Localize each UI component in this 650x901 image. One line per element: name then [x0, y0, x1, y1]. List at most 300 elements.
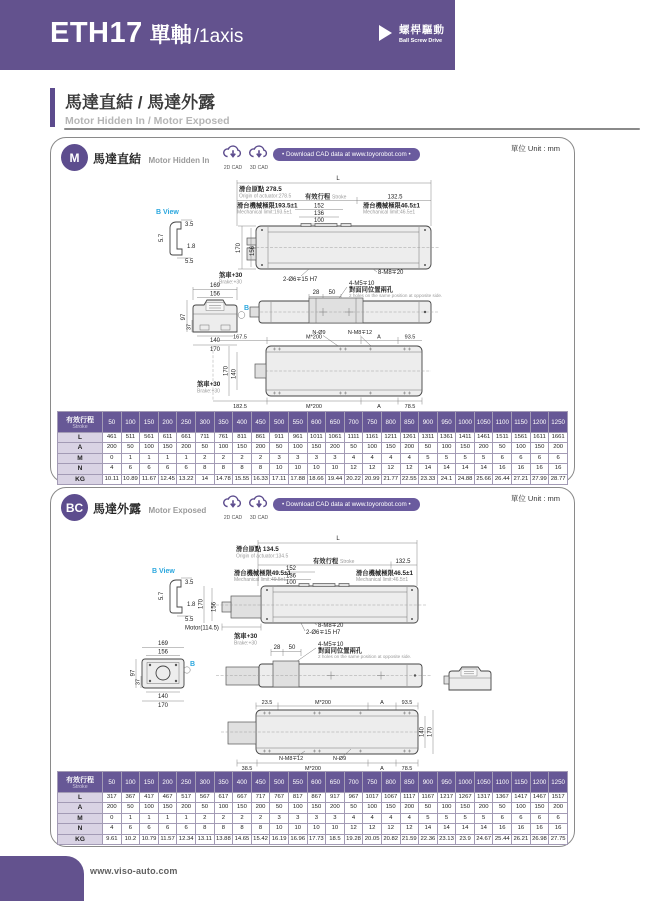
- stroke-col-header: 100: [121, 772, 140, 793]
- dim-label: Stroke: [332, 194, 347, 201]
- dim-label: 182.5: [233, 404, 247, 410]
- table-row: [58, 834, 568, 844]
- table-cell: 1461: [474, 433, 493, 443]
- top-view: [216, 642, 431, 687]
- dim-label: 28: [273, 645, 281, 651]
- stroke-col-header: 800: [381, 412, 400, 433]
- stroke-col-header: 200: [158, 412, 177, 433]
- table-cell: 6: [177, 464, 196, 474]
- stroke-col-header: 750: [363, 412, 382, 433]
- table-cell: 3: [288, 813, 307, 823]
- table-cell: 23.9: [456, 834, 475, 844]
- dim-label: 136: [313, 211, 325, 217]
- table-cell: 8: [195, 824, 214, 834]
- dim-label: 156: [157, 649, 169, 656]
- cad-2d-label: 2D CAD: [223, 515, 243, 521]
- stroke-col-header: 1000: [456, 772, 475, 793]
- table-cell: 26.98: [530, 834, 549, 844]
- stroke-col-header: 700: [344, 772, 363, 793]
- table-cell: 10: [288, 464, 307, 474]
- table-row: [58, 824, 568, 834]
- table-cell: 50: [419, 803, 438, 813]
- table-cell: 511: [121, 433, 140, 443]
- stroke-col-header: 1250: [549, 772, 568, 793]
- table-cell: 1467: [530, 793, 549, 803]
- dim-label: 170: [209, 347, 221, 353]
- table-cell: 1217: [437, 793, 456, 803]
- drive-type-badge: [379, 22, 445, 44]
- b-view-detail: [152, 568, 196, 623]
- row-label: L: [58, 793, 103, 803]
- table-cell: 50: [270, 803, 289, 813]
- table-cell: 16: [549, 824, 568, 834]
- table-cell: 667: [233, 793, 252, 803]
- model-name: ETH17: [50, 17, 143, 49]
- table-cell: 2: [195, 813, 214, 823]
- card-motor-exposed: [50, 487, 575, 847]
- dim-label: 140: [157, 694, 169, 700]
- spec-table-wrap: [57, 411, 568, 485]
- table-cell: 1267: [456, 793, 475, 803]
- table-cell: 50: [419, 443, 438, 453]
- axis-label-zh: 單軸: [149, 24, 192, 47]
- table-cell: 16: [530, 464, 549, 474]
- table-cell: 10: [270, 824, 289, 834]
- dim-label: 5.7: [159, 591, 165, 601]
- table-cell: 1117: [400, 793, 419, 803]
- table-row: [58, 813, 568, 823]
- table-cell: 1: [158, 813, 177, 823]
- unit-label: 單位 Unit : mm: [510, 144, 560, 153]
- technical-drawing-hidden-in: [51, 174, 574, 410]
- dim-label: 136: [285, 573, 297, 580]
- table-cell: 1161: [363, 433, 382, 443]
- table-cell: 27.99: [530, 474, 549, 484]
- dim-label: 1.8: [187, 602, 196, 608]
- table-cell: 611: [158, 433, 177, 443]
- table-cell: 23.13: [437, 834, 456, 844]
- table-cell: 18.66: [307, 474, 326, 484]
- dim-label: 156: [211, 601, 218, 613]
- dim-label: A: [377, 334, 381, 341]
- row-label: N: [58, 824, 103, 834]
- heading-subtitle: Motor Hidden In / Motor Exposed: [65, 115, 230, 127]
- dim-label: 3.5: [185, 580, 194, 586]
- dim-label: 100: [313, 218, 325, 224]
- stroke-spec-table: [57, 411, 568, 485]
- stroke-col-header: 550: [288, 412, 307, 433]
- table-cell: 1367: [493, 793, 512, 803]
- dim-label: 169: [209, 283, 221, 289]
- table-cell: 150: [307, 443, 326, 453]
- table-cell: 16: [493, 464, 512, 474]
- stroke-col-header: 950: [437, 772, 456, 793]
- table-cell: 1011: [307, 433, 326, 443]
- dim-label: 140: [419, 726, 426, 738]
- table-cell: 6: [121, 464, 140, 474]
- table-cell: 9.61: [103, 834, 122, 844]
- dim-label: 93.5: [404, 334, 416, 341]
- table-cell: 6: [512, 453, 531, 463]
- table-cell: 14.78: [214, 474, 233, 484]
- table-cell: 13.88: [214, 834, 233, 844]
- table-cell: 21.77: [381, 474, 400, 484]
- table-cell: 22.36: [419, 834, 438, 844]
- download-cad-button[interactable]: • Download CAD data at www.toyorobot.com •: [273, 148, 420, 161]
- table-cell: 14: [419, 464, 438, 474]
- stroke-col-header: 1050: [474, 772, 493, 793]
- hole-callout-zh: 對面同位置兩孔: [349, 286, 394, 294]
- table-cell: 861: [251, 433, 270, 443]
- table-cell: 5: [437, 813, 456, 823]
- table-cell: 150: [530, 443, 549, 453]
- table-cell: 1661: [549, 433, 568, 443]
- technical-drawing-exposed: [51, 518, 574, 771]
- table-cell: 150: [233, 443, 252, 453]
- stroke-col-header: 1200: [530, 412, 549, 433]
- table-cell: 5: [456, 813, 475, 823]
- table-cell: 1211: [381, 433, 400, 443]
- side-view: [219, 224, 439, 286]
- brake-note-zh: 煞車+30: [219, 272, 243, 279]
- stroke-col-header: 600: [307, 412, 326, 433]
- table-row: [58, 443, 568, 453]
- table-cell: 1261: [400, 433, 419, 443]
- table-cell: 200: [474, 803, 493, 813]
- table-cell: 20.99: [363, 474, 382, 484]
- table-cell: 417: [140, 793, 159, 803]
- table-cell: 12: [344, 464, 363, 474]
- table-cell: 150: [530, 803, 549, 813]
- table-cell: 6: [530, 813, 549, 823]
- table-cell: 10.2: [121, 834, 140, 844]
- table-cell: 200: [326, 443, 345, 453]
- table-cell: 15.55: [233, 474, 252, 484]
- cloud-download-icon: [246, 143, 272, 161]
- table-cell: 1517: [549, 793, 568, 803]
- download-3d-cad[interactable]: [245, 493, 273, 521]
- stroke-col-header: 1150: [512, 772, 531, 793]
- table-cell: 1: [177, 813, 196, 823]
- table-cell: 13.11: [195, 834, 214, 844]
- table-cell: 5: [474, 453, 493, 463]
- page-title: [50, 17, 243, 50]
- table-cell: 100: [363, 443, 382, 453]
- download-cad-button[interactable]: • Download CAD data at www.toyorobot.com •: [273, 498, 420, 511]
- table-cell: 23.33: [419, 474, 438, 484]
- section-name-en: Motor Exposed: [148, 506, 207, 515]
- table-cell: 12: [363, 824, 382, 834]
- hole-callout: N-Ø9: [333, 756, 347, 762]
- table-cell: 14: [474, 824, 493, 834]
- table-cell: 4: [344, 813, 363, 823]
- dim-label: Mechanical limit:193.5±1: [237, 209, 292, 216]
- table-cell: 16.33: [251, 474, 270, 484]
- table-cell: 3: [270, 813, 289, 823]
- table-cell: 27.75: [549, 834, 568, 844]
- stroke-col-header: 300: [195, 772, 214, 793]
- dim-label: 滑台機械極限46.5±1: [363, 202, 420, 210]
- stroke-col-header: 450: [251, 412, 270, 433]
- top-view: [250, 281, 442, 323]
- table-cell: 50: [493, 803, 512, 813]
- dim-label: 滑台機械極限193.5±1: [237, 202, 298, 210]
- table-cell: 100: [437, 443, 456, 453]
- table-cell: 6: [140, 824, 159, 834]
- table-cell: 6: [158, 464, 177, 474]
- section-name: [93, 500, 206, 518]
- table-cell: 5: [474, 813, 493, 823]
- table-cell: 10.79: [140, 834, 159, 844]
- footer-brand-block: [0, 856, 84, 901]
- table-cell: 14: [456, 824, 475, 834]
- table-cell: 961: [288, 433, 307, 443]
- table-cell: 8: [214, 464, 233, 474]
- table-cell: 8: [251, 824, 270, 834]
- table-cell: 6: [493, 453, 512, 463]
- table-cell: 561: [140, 433, 159, 443]
- table-cell: 12.45: [158, 474, 177, 484]
- table-cell: 8: [195, 464, 214, 474]
- table-cell: 200: [474, 443, 493, 453]
- dim-label: M*200: [306, 404, 322, 410]
- table-cell: 24.67: [474, 834, 493, 844]
- dim-label: 38.5: [241, 766, 253, 771]
- stroke-header-cell: 有效行程 Stroke: [58, 412, 103, 433]
- table-cell: 3: [307, 453, 326, 463]
- table-cell: 5: [419, 813, 438, 823]
- table-cell: 13.22: [177, 474, 196, 484]
- table-cell: 14.65: [233, 834, 252, 844]
- table-cell: 761: [214, 433, 233, 443]
- dim-label: 滑台原點 134.5: [236, 546, 279, 553]
- table-cell: 28.77: [549, 474, 568, 484]
- stroke-col-header: 1200: [530, 772, 549, 793]
- hole-callout: 8-M8∓20: [318, 623, 344, 629]
- table-cell: 26.21: [512, 834, 531, 844]
- table-cell: 3: [270, 453, 289, 463]
- brake-note-en: Brake:+30: [197, 388, 220, 395]
- table-cell: 1417: [512, 793, 531, 803]
- cloud-download-icon: [220, 493, 246, 511]
- table-cell: 1: [177, 453, 196, 463]
- download-2d-cad[interactable]: [219, 493, 247, 521]
- table-cell: 1: [140, 813, 159, 823]
- table-cell: 100: [512, 803, 531, 813]
- table-cell: 4: [363, 453, 382, 463]
- table-cell: 16.96: [288, 834, 307, 844]
- dim-label: 78.5: [401, 766, 413, 771]
- table-cell: 6: [493, 813, 512, 823]
- dim-label: Stroke: [340, 559, 355, 565]
- table-cell: 50: [121, 803, 140, 813]
- table-cell: 20.05: [363, 834, 382, 844]
- bottom-view: [197, 330, 431, 410]
- table-cell: 50: [195, 803, 214, 813]
- table-cell: 12: [381, 824, 400, 834]
- table-cell: 100: [140, 443, 159, 453]
- table-cell: 22.55: [400, 474, 419, 484]
- dim-label: Origin of actuator:278.5: [239, 193, 292, 200]
- table-cell: 10.11: [103, 474, 122, 484]
- table-cell: 12: [381, 464, 400, 474]
- stroke-col-header: 500: [270, 412, 289, 433]
- section-name-zh: 馬達外露: [93, 502, 142, 516]
- footer-website: www.viso-auto.com: [90, 866, 178, 876]
- section-name-zh: 馬達直結: [93, 152, 142, 166]
- stroke-col-header: 600: [307, 772, 326, 793]
- stroke-col-header: 250: [177, 412, 196, 433]
- spec-table-wrap: [57, 771, 568, 845]
- table-cell: 8: [214, 824, 233, 834]
- stroke-col-header: 250: [177, 772, 196, 793]
- stroke-col-header: 300: [195, 412, 214, 433]
- section-badge: BC: [61, 494, 88, 521]
- stroke-col-header: 400: [233, 412, 252, 433]
- table-cell: 150: [233, 803, 252, 813]
- table-cell: 50: [195, 443, 214, 453]
- table-cell: 6: [121, 824, 140, 834]
- stroke-col-header: 350: [214, 772, 233, 793]
- dim-label: 140: [209, 338, 221, 344]
- row-label: M: [58, 453, 103, 463]
- table-cell: 24.1: [437, 474, 456, 484]
- table-row: [58, 464, 568, 474]
- dim-label: 152: [313, 203, 325, 210]
- table-cell: 10: [326, 464, 345, 474]
- table-row: [58, 433, 568, 443]
- hole-callout: 4-M5∓10: [318, 642, 344, 648]
- table-cell: 4: [103, 824, 122, 834]
- table-cell: 25.66: [474, 474, 493, 484]
- hole-callout: N-M8∓12: [347, 330, 373, 336]
- table-cell: 24.88: [456, 474, 475, 484]
- triangle-icon: [379, 25, 392, 41]
- table-cell: 3: [288, 453, 307, 463]
- dim-label: 滑台原點 278.5: [239, 186, 282, 193]
- dim-label: A: [377, 404, 381, 410]
- table-cell: 367: [121, 793, 140, 803]
- table-cell: 461: [103, 433, 122, 443]
- dim-label: 37: [186, 323, 193, 331]
- table-cell: 6: [158, 824, 177, 834]
- section-badge: M: [61, 144, 88, 171]
- table-cell: 4: [400, 453, 419, 463]
- dim-label: Mechanical limit:46.5±1: [356, 577, 409, 583]
- dim-label: 93.5: [401, 700, 413, 706]
- table-cell: 2: [195, 453, 214, 463]
- table-cell: 1061: [326, 433, 345, 443]
- stroke-col-header: 1100: [493, 772, 512, 793]
- table-cell: 17.11: [270, 474, 289, 484]
- stroke-col-header: 400: [233, 772, 252, 793]
- table-cell: 8: [233, 824, 252, 834]
- table-cell: 200: [251, 803, 270, 813]
- row-label: L: [58, 433, 103, 443]
- cad-2d-label: 2D CAD: [223, 165, 243, 171]
- table-cell: 8: [233, 464, 252, 474]
- table-row: [58, 474, 568, 484]
- dim-label: 152: [285, 566, 297, 572]
- brake-note-zh: 煞車+30: [197, 381, 221, 388]
- stroke-col-header: 150: [140, 412, 159, 433]
- table-cell: 150: [456, 803, 475, 813]
- download-3d-cad[interactable]: [245, 143, 273, 171]
- stroke-col-header: 500: [270, 772, 289, 793]
- table-cell: 1: [158, 453, 177, 463]
- row-label: A: [58, 803, 103, 813]
- stroke-spec-table: [57, 771, 568, 845]
- dim-label: 132.5: [395, 559, 411, 565]
- dim-label: 170: [157, 703, 169, 709]
- table-cell: 14: [195, 474, 214, 484]
- stroke-col-header: 1150: [512, 412, 531, 433]
- table-cell: 150: [381, 443, 400, 453]
- table-cell: 19.28: [344, 834, 363, 844]
- stroke-col-header: 800: [381, 772, 400, 793]
- table-cell: 1511: [493, 433, 512, 443]
- table-cell: 150: [158, 443, 177, 453]
- table-cell: 5: [437, 453, 456, 463]
- table-cell: 767: [270, 793, 289, 803]
- dim-label: 78.5: [404, 404, 416, 410]
- stroke-col-header: 900: [419, 772, 438, 793]
- table-cell: 5: [456, 453, 475, 463]
- dim-label: M*200: [305, 766, 321, 771]
- stroke-col-header: 900: [419, 412, 438, 433]
- table-cell: 2: [233, 453, 252, 463]
- table-cell: 10: [326, 824, 345, 834]
- table-cell: 1067: [381, 793, 400, 803]
- table-cell: 567: [195, 793, 214, 803]
- download-2d-cad[interactable]: [219, 143, 247, 171]
- motor-dim-label: Motor(114.5): [185, 625, 219, 632]
- table-cell: 0: [103, 813, 122, 823]
- table-cell: 6: [177, 824, 196, 834]
- table-cell: 200: [400, 803, 419, 813]
- dim-label: 97: [181, 313, 187, 321]
- slider-detail-view: [444, 667, 491, 690]
- table-cell: 2: [251, 813, 270, 823]
- table-cell: 911: [270, 433, 289, 443]
- hole-callout: 2-Ø6∓15 H7: [306, 630, 341, 636]
- table-cell: 200: [177, 443, 196, 453]
- table-cell: 14: [456, 464, 475, 474]
- table-cell: 10: [307, 824, 326, 834]
- table-cell: 100: [512, 443, 531, 453]
- section-heading: [50, 88, 230, 127]
- table-cell: 2: [233, 813, 252, 823]
- table-cell: 5: [419, 453, 438, 463]
- table-cell: 200: [549, 803, 568, 813]
- b-view-label: B View: [156, 209, 179, 216]
- dim-label: 170: [236, 242, 242, 254]
- b-view-detail: [156, 209, 196, 265]
- table-cell: 1561: [512, 433, 531, 443]
- table-row: [58, 453, 568, 463]
- table-cell: 17.88: [288, 474, 307, 484]
- table-cell: 21.59: [400, 834, 419, 844]
- row-label: KG: [58, 834, 103, 844]
- hole-callout-en: 2 holes on the same position at opposite side.: [349, 293, 443, 298]
- table-cell: 16: [512, 464, 531, 474]
- dim-label: A: [380, 700, 384, 706]
- table-cell: 1: [121, 813, 140, 823]
- cad-3d-label: 3D CAD: [249, 515, 269, 521]
- table-cell: 917: [326, 793, 345, 803]
- stroke-col-header: 850: [400, 412, 419, 433]
- stroke-col-header: 1000: [456, 412, 475, 433]
